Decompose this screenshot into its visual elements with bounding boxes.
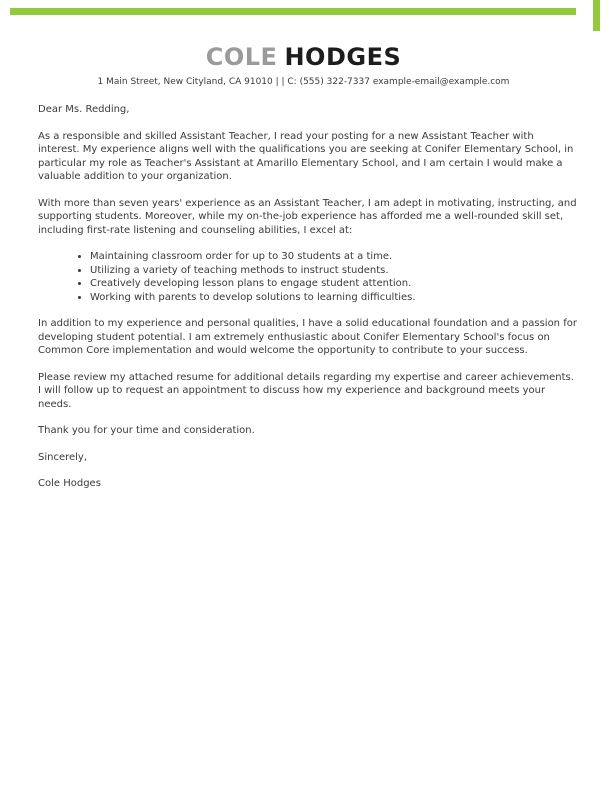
name-heading	[0, 44, 607, 70]
closing: Sincerely,	[38, 451, 88, 463]
first-name: COLE	[205, 43, 278, 71]
paragraph-intro: As a responsible and skilled Assistant Teacher, I read your posting for a new Assistant Teacher with interest. My experience aligns well with the qualifications you are seeking at Conifer Elementary School, in particular my role as Teacher's Assistant at Amarillo Elementary School, and I am certain I would make a valuable addition to your organization.	[38, 130, 574, 183]
bullet-item: • Creatively developing lesson plans to engage student attention.	[90, 277, 577, 291]
bullet-item: • Utilizing a variety of teaching methods to instruct students.	[90, 264, 577, 278]
top-accent-bar	[10, 8, 576, 15]
corner-accent-bar	[593, 0, 600, 31]
paragraph-skills: With more than seven years' experience as an Assistant Teacher, I am adept in motivating, instructing, and supporting students. Moreover, while my on-the-job experience has afforded me a well-rounded skill set, including first-rate listening and counseling abilities, I excel at:	[38, 197, 577, 236]
signature: Cole Hodges	[38, 478, 101, 490]
salutation: Dear Ms. Redding,	[38, 104, 130, 116]
paragraph-thanks: Thank you for your time and consideration.	[38, 425, 255, 437]
bullet-item: • Maintaining classroom order for up to 30 students at a time.	[90, 250, 577, 264]
bullet-item: • Working with parents to develop solutions to learning difficulties.	[90, 291, 577, 305]
paragraph-education: In addition to my experience and personal qualities, I have a solid educational foundation and a passion for developing student potential. I am extremely enthusiastic about Conifer Elementary School's focus on Common Core implementation and would welcome the opportunity to contribute to your success.	[38, 318, 577, 357]
bullet-list	[38, 250, 577, 304]
letter-body	[38, 103, 577, 491]
paragraph-followup: Please review my attached resume for additional details regarding my expertise and career achievements. I will follow up to request an appointment to discuss how my experience and background meets your needs.	[38, 371, 574, 410]
last-name: HODGES	[284, 43, 402, 71]
contact-line: 1 Main Street, New Cityland, CA 91010 | | C: (555) 322-7337 example-email@example.com	[97, 77, 510, 88]
